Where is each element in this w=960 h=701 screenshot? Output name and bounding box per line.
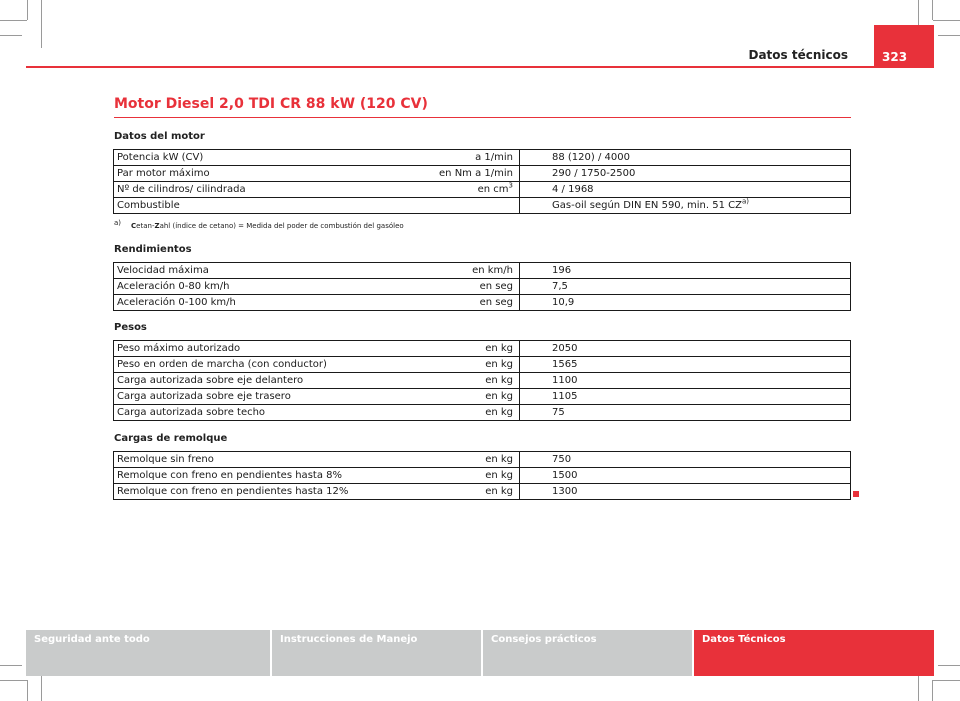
footnote-text: ahl (índice de cetano) = Medida del poder de combustión del gasóleo [159, 222, 404, 230]
section-rule [114, 117, 851, 118]
rendimientos-heading: Rendimientos [114, 244, 192, 255]
row-unit: en kg [420, 468, 520, 484]
crop-mark [27, 0, 28, 20]
footer-tab-instrucciones[interactable] [272, 630, 481, 676]
row-value: 750 [520, 452, 851, 468]
row-name: Aceleración 0-100 km/h [114, 295, 421, 311]
row-name: Carga autorizada sobre techo [114, 405, 421, 421]
row-name: Peso en orden de marcha (con conductor) [114, 357, 421, 373]
crop-mark [0, 20, 27, 21]
row-name: Peso máximo autorizado [114, 341, 421, 357]
table-row [114, 279, 851, 295]
table-row [114, 341, 851, 357]
table-row [114, 373, 851, 389]
footer-tab-label: Consejos prácticos [491, 634, 597, 645]
table-row [114, 484, 851, 500]
row-unit: en kg [420, 357, 520, 373]
row-value: 7,5 [520, 279, 851, 295]
remolque-heading: Cargas de remolque [114, 433, 228, 444]
footnote-z: Z [154, 222, 160, 230]
row-unit: en seg [420, 295, 520, 311]
crop-mark [0, 35, 22, 36]
unit-superscript: 3 [508, 181, 513, 190]
crop-mark [933, 20, 960, 21]
table-row [114, 166, 851, 182]
footnote-c: C [131, 222, 137, 230]
row-value: 1300 [520, 484, 851, 500]
motor-table [113, 149, 851, 214]
footnote-mark: a) [114, 218, 122, 227]
pesos-heading: Pesos [114, 322, 147, 333]
row-name: Par motor máximo [114, 166, 421, 182]
row-unit: en cm [477, 184, 509, 195]
row-value: 1100 [520, 373, 851, 389]
row-name: Velocidad máxima [114, 263, 421, 279]
table-row [114, 263, 851, 279]
table-row [114, 468, 851, 484]
row-unit: a 1/min [420, 150, 520, 166]
table-row [114, 150, 851, 166]
crop-mark [932, 0, 933, 20]
header-title: Datos técnicos [748, 48, 848, 62]
crop-mark [938, 665, 960, 666]
row-unit: en seg [420, 279, 520, 295]
row-unit-cell [420, 182, 520, 198]
row-value: 75 [520, 405, 851, 421]
table-row [114, 452, 851, 468]
row-value: 88 (120) / 4000 [520, 150, 851, 166]
row-name: Remolque con freno en pendientes hasta 12% [114, 484, 421, 500]
section-end-square-icon [853, 491, 859, 497]
pesos-table [113, 340, 851, 421]
row-unit: en kg [420, 452, 520, 468]
row-unit: en Nm a 1/min [420, 166, 520, 182]
crop-mark [933, 680, 960, 681]
page-number-box [874, 25, 934, 67]
footnote [114, 218, 404, 230]
row-value: 2050 [520, 341, 851, 357]
row-value: 4 / 1968 [520, 182, 851, 198]
row-value: Gas-oil según DIN EN 590, min. 51 CZ [552, 200, 742, 211]
crop-mark [0, 680, 27, 681]
footer-tab-label: Datos Técnicos [702, 634, 786, 645]
section-title: Motor Diesel 2,0 TDI CR 88 kW (120 CV) [114, 96, 428, 112]
crop-mark [932, 680, 933, 701]
rendimientos-table [113, 262, 851, 311]
footer-tab-seguridad[interactable] [26, 630, 270, 676]
row-name: Carga autorizada sobre eje trasero [114, 389, 421, 405]
table-row [114, 182, 851, 198]
row-name: Potencia kW (CV) [114, 150, 421, 166]
footer-tab-consejos[interactable] [483, 630, 692, 676]
row-name: Remolque con freno en pendientes hasta 8% [114, 468, 421, 484]
row-name: Carga autorizada sobre eje delantero [114, 373, 421, 389]
row-unit: en kg [420, 341, 520, 357]
row-name: Nº de cilindros/ cilindrada [114, 182, 421, 198]
row-unit: en kg [420, 389, 520, 405]
footnote-ref: a) [741, 197, 750, 206]
row-unit: en kg [420, 484, 520, 500]
crop-mark [938, 35, 960, 36]
header-rule [26, 66, 934, 68]
row-unit [420, 198, 520, 214]
footer-tab-label: Instrucciones de Manejo [280, 634, 418, 645]
footnote-etan: etan- [136, 222, 155, 230]
table-row [114, 295, 851, 311]
row-value: 1500 [520, 468, 851, 484]
table-row [114, 405, 851, 421]
footer-tab-datos-tecnicos[interactable] [694, 630, 934, 676]
crop-mark [0, 665, 22, 666]
table-row [114, 357, 851, 373]
crop-mark [27, 680, 28, 701]
row-name: Remolque sin freno [114, 452, 421, 468]
row-value: 10,9 [520, 295, 851, 311]
table-row [114, 198, 851, 214]
row-unit: en km/h [420, 263, 520, 279]
remolque-table [113, 451, 851, 500]
motor-heading: Datos del motor [114, 131, 205, 142]
row-value-cell [520, 198, 851, 214]
row-value: 1565 [520, 357, 851, 373]
footer-tab-label: Seguridad ante todo [34, 634, 150, 645]
crop-mark [41, 0, 42, 48]
row-value: 290 / 1750-2500 [520, 166, 851, 182]
row-unit: en kg [420, 373, 520, 389]
row-value: 196 [520, 263, 851, 279]
row-value: 1105 [520, 389, 851, 405]
page-number: 323 [882, 50, 908, 64]
row-unit: en kg [420, 405, 520, 421]
table-row [114, 389, 851, 405]
row-name: Aceleración 0-80 km/h [114, 279, 421, 295]
row-name: Combustible [114, 198, 421, 214]
